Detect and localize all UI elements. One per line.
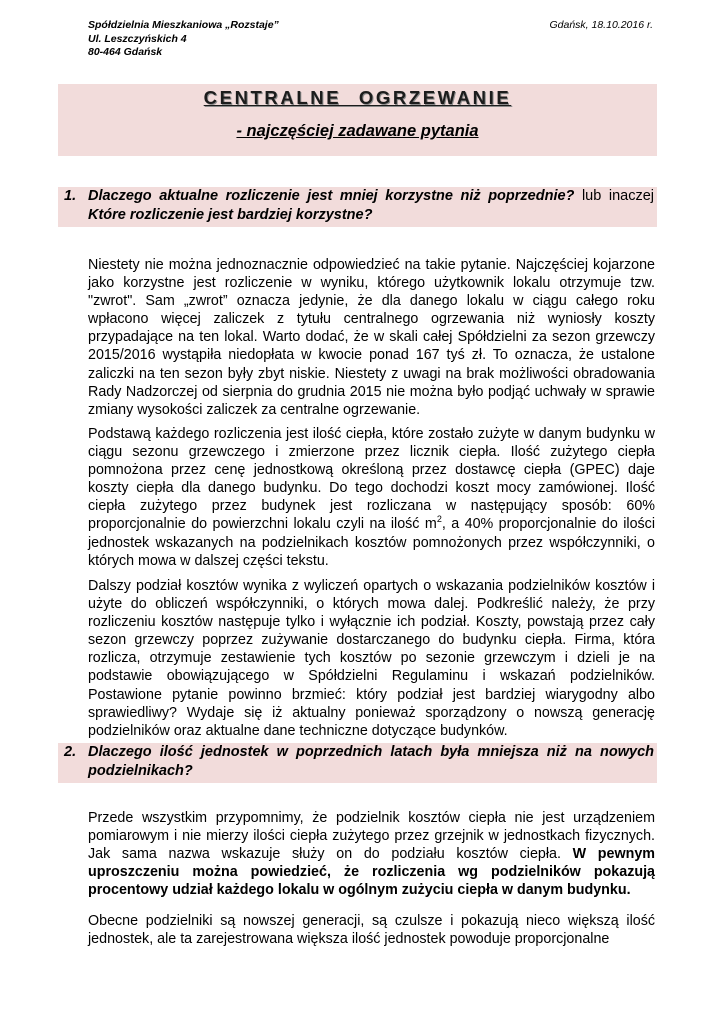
paragraph-4-plain: Przede wszystkim przypomnimy, że podzielnik kosztów ciepła nie jest urządzeniem pomiarowym i nie mierzy ilości ciepła zużytego przez grzejnik w jednostkach fizycznych. Jak sama nazwa wskazuje służy on do podziału kosztów ciepła. (88, 810, 655, 863)
title-banner (58, 84, 657, 156)
organization-name: Spółdzielnia Mieszkaniowa „Rozstaje” (88, 19, 279, 31)
paragraph-2-part-a: Podstawą każdego rozliczenia jest ilość ciepła, które zostało zużyte w danym budynku w ciągu sezonu grzewczego i zmierzone przez licznik ciepła. Ilość zużytego ciepła pomnożona przez cenę jednostkową określoną przez dostawcę ciepła (GPEC) daje koszty ciepła dla danego budynku. Do tego dochodzi koszt mocy zamówionej. Ilość ciepła zużytego przez budynek jest rozliczana w następujący sposób: 60% proporcjonalnie do powierzchni lokalu czyli na ilość m (88, 426, 655, 533)
paragraph-2-superscript: 2 (436, 514, 442, 525)
question-2-number: 2. (64, 744, 77, 760)
organization-postal-city: 80-464 Gdańsk (88, 46, 163, 58)
paragraph-2 (88, 425, 655, 570)
question-1-bold-part: Dlaczego aktualne rozliczenie jest mniej korzystne niż poprzednie? (88, 188, 575, 204)
paragraph-4-bold: W pewnym uproszczeniu można powiedzieć, że rozliczenia wg podzielników pokazują procentowy udział każdego lokalu w ogólnym zużyciu ciepła w danym budynku. (88, 846, 655, 899)
document-title: CENTRALNE OGRZEWANIE (203, 87, 512, 108)
question-2-box (58, 743, 657, 783)
document-subtitle: - najczęściej zadawane pytania (236, 122, 479, 140)
question-1-bold-part-2: Które rozliczenie jest bardziej korzystne? (88, 207, 373, 223)
place-and-date: Gdańsk, 18.10.2016 r. (549, 19, 653, 31)
question-2-bold-part: Dlaczego ilość jednostek w poprzednich latach była mniejsza niż na nowych podzielnikach? (88, 744, 654, 779)
organization-street: Ul. Leszczyńskich 4 (88, 32, 187, 45)
organization-address (88, 19, 279, 60)
question-2-text (88, 743, 654, 781)
paragraph-1: Niestety nie można jednoznacznie odpowiedzieć na takie pytanie. Najczęściej kojarzone jako korzystne jest rozliczenie w wyniku, którego użytkownik lokalu otrzymuje tzw. "zwrot". Sam „zwrot” oznacza jedynie, że dla danego lokalu w ciągu całego roku wpłacono więcej zaliczek z tytułu centralnego ogrzewania niż wyniosły koszty przypadające na ten lokal. Warto dodać, że w skali całej Spółdzielni za sezon grzewczy 2015/2016 wystąpiła niedopłata w kwocie ponad 167 tyś zł. To oznacza, że ustalone zaliczki na ten sezon były zbyt niskie. Niestety z uwagi na brak możliwości obradowania Rady Nadzorczej od sierpnia do grudnia 2015 nie można było podjąć uchwały w sprawie zmiany wysokości zaliczek za centralne ogrzewanie. (88, 257, 655, 418)
question-1-number: 1. (64, 188, 77, 204)
paragraph-3: Dalszy podział kosztów wynika z wyliczeń opartych o wskazania podzielników kosztów i użyte do obliczeń współczynniki, o których mowa dalej. Podkreślić należy, że przy rozliczeniu kosztów następuje tylko i wyłącznie ich podział. Koszty, powstają przez cały sezon grzewczy poprzez zużywanie dostarczanego do budynku ciepła. Firma, która rozlicza, otrzymuje zestawienie tych kosztów po sezonie grzewczym i dzieli je na podstawie obowiązującego w Spółdzielni Regulaminu i wskazań podzielników. Postawione pytanie powinno brzmieć: który podział jest bardziej wiarygodny albo sprawiedliwy? Wydaje się iż aktualny ponieważ sporządzony o nowszą generację podzielników oraz aktualne dane techniczne dotyczące budynków. (88, 578, 655, 739)
question-1-box (58, 187, 657, 227)
paragraph-5: Obecne podzielniki są nowszej generacji, są czulsze i pokazują nieco większą ilość jednostek, ale ta zarejestrowana większa ilość jednostek powoduje proporcjonalne (88, 913, 655, 948)
paragraph-2-part-b: , a 40% proporcjonalnie do ilości jednostek wskazanych na podzielnikach kosztów pomnożonych przez współczynniki, o których mowa w dalszej części tekstu. (88, 516, 656, 569)
question-1-text (88, 187, 654, 225)
question-1-connector: lub inaczej (574, 188, 655, 204)
paragraph-4 (88, 809, 655, 899)
